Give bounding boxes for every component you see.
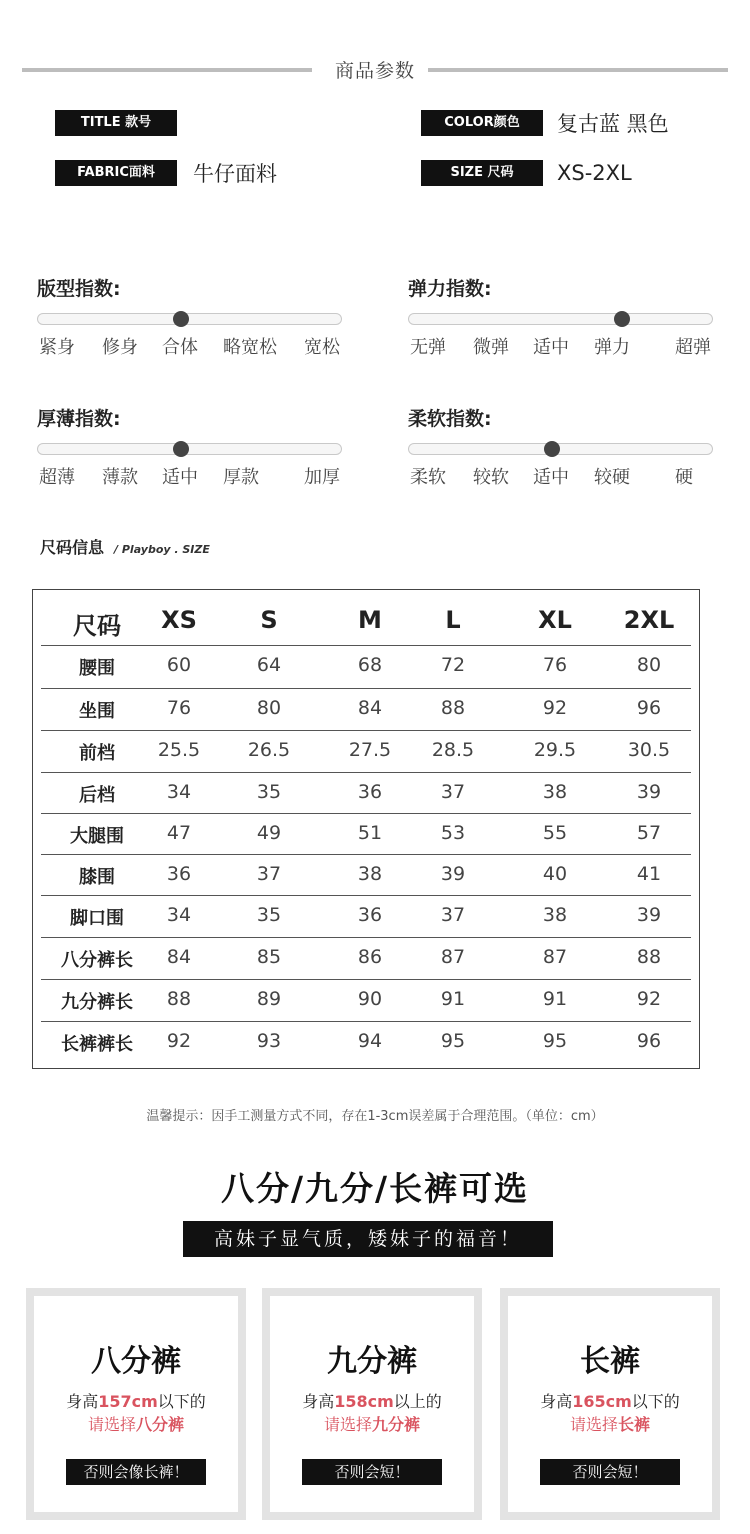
table-cell: 36 xyxy=(357,781,383,803)
spec-fabric xyxy=(55,160,277,186)
spec-size-value: XS-2XL xyxy=(557,161,632,185)
row-header-cell: 八分裤长 xyxy=(61,950,133,971)
thickness-tick-1: 薄款 xyxy=(102,467,138,488)
elastic-index xyxy=(408,274,713,357)
softness-index-knob xyxy=(544,441,560,457)
softness-tick-3: 较硬 xyxy=(594,467,630,488)
card-choose-option: 八分裤 xyxy=(136,1415,185,1434)
table-cell: 34 xyxy=(166,781,192,803)
row-header-cell: 脚口围 xyxy=(70,908,124,929)
thickness-index-label: 厚薄指数: xyxy=(37,408,121,430)
table-cell: 39 xyxy=(636,781,662,803)
fit-tick-3: 略宽松 xyxy=(223,337,277,358)
table-row xyxy=(41,814,691,855)
table-row xyxy=(41,855,691,896)
table-cell: 35 xyxy=(256,781,282,803)
thickness-tick-4: 加厚 xyxy=(304,467,340,488)
table-cell: 40 xyxy=(542,863,568,885)
card-height-value: 165cm xyxy=(572,1392,632,1411)
table-cell: 25.5 xyxy=(157,739,201,761)
fit-index xyxy=(37,274,342,357)
softness-tick-4: 硬 xyxy=(675,467,693,488)
table-cell: 51 xyxy=(357,822,383,844)
table-row xyxy=(41,896,691,938)
card-choose-line xyxy=(270,1412,474,1435)
size-table-header-cell: XS xyxy=(161,606,197,634)
fit-tick-2: 合体 xyxy=(162,337,198,358)
thickness-index-knob xyxy=(173,441,189,457)
card-height-post: 以下的 xyxy=(157,1392,206,1411)
table-cell: 94 xyxy=(357,1030,383,1052)
spec-color-badge: COLOR颜色 xyxy=(421,110,543,136)
table-row xyxy=(41,1022,691,1062)
table-cell: 64 xyxy=(256,654,282,676)
row-header-cell: 前档 xyxy=(79,743,115,764)
table-cell: 90 xyxy=(357,988,383,1010)
table-cell: 88 xyxy=(166,988,192,1010)
size-table-header xyxy=(41,598,691,646)
table-cell: 37 xyxy=(256,863,282,885)
row-header-cell: 长裤裤长 xyxy=(61,1034,133,1055)
table-cell: 87 xyxy=(440,946,466,968)
card-height-pre: 身高 xyxy=(540,1392,573,1411)
spec-fabric-value: 牛仔面料 xyxy=(193,162,277,186)
softness-tick-0: 柔软 xyxy=(410,467,446,488)
size-table-header-cell: 尺码 xyxy=(73,612,121,640)
table-cell: 26.5 xyxy=(247,739,291,761)
spec-size-badge: SIZE 尺码 xyxy=(421,160,543,186)
softness-index xyxy=(408,404,713,487)
elastic-tick-4: 超弹 xyxy=(675,337,711,358)
table-cell: 41 xyxy=(636,863,662,885)
elastic-index-knob xyxy=(614,311,630,327)
table-cell: 37 xyxy=(440,904,466,926)
table-cell: 53 xyxy=(440,822,466,844)
elastic-index-ticks xyxy=(408,333,713,357)
fit-index-knob xyxy=(173,311,189,327)
table-cell: 38 xyxy=(542,781,568,803)
table-cell: 89 xyxy=(256,988,282,1010)
card-height-post: 以下的 xyxy=(631,1392,680,1411)
table-cell: 92 xyxy=(542,697,568,719)
size-table-header-cell: 2XL xyxy=(623,606,675,634)
card-inner xyxy=(508,1296,712,1512)
spec-fabric-badge: FABRIC面料 xyxy=(55,160,177,186)
table-cell: 47 xyxy=(166,822,192,844)
table-cell: 39 xyxy=(636,904,662,926)
table-cell: 34 xyxy=(166,904,192,926)
card-choose-option: 九分裤 xyxy=(372,1415,421,1434)
row-header-cell: 大腿围 xyxy=(70,826,124,847)
size-info-title xyxy=(40,535,210,558)
table-cell: 76 xyxy=(542,654,568,676)
table-cell: 38 xyxy=(542,904,568,926)
table-row xyxy=(41,689,691,731)
table-cell: 80 xyxy=(636,654,662,676)
table-cell: 76 xyxy=(166,697,192,719)
card-choose-pre: 请选择 xyxy=(569,1415,618,1434)
table-cell: 85 xyxy=(256,946,282,968)
thickness-index xyxy=(37,404,342,487)
size-info-subtitle: / Playboy . SIZE xyxy=(114,543,210,556)
table-cell: 72 xyxy=(440,654,466,676)
size-table xyxy=(32,589,700,1069)
table-cell: 96 xyxy=(636,1030,662,1052)
softness-index-ticks xyxy=(408,463,713,487)
table-cell: 28.5 xyxy=(431,739,475,761)
table-cell: 55 xyxy=(542,822,568,844)
table-cell: 37 xyxy=(440,781,466,803)
card-height-line xyxy=(508,1389,712,1412)
measurement-tip: 温馨提示：因手工测量方式不同，存在1-3cm误差属于合理范围。（单位：cm） xyxy=(146,1109,604,1124)
elastic-tick-1: 微弹 xyxy=(473,337,509,358)
size-table-header-cell: S xyxy=(260,606,278,634)
table-cell: 36 xyxy=(166,863,192,885)
table-cell: 49 xyxy=(256,822,282,844)
card-choose-line xyxy=(34,1412,238,1435)
table-cell: 57 xyxy=(636,822,662,844)
row-header-cell: 后档 xyxy=(79,785,115,806)
table-cell: 36 xyxy=(357,904,383,926)
size-info-heading: 尺码信息 xyxy=(40,538,105,557)
section-header xyxy=(22,54,728,84)
fit-tick-4: 宽松 xyxy=(304,337,340,358)
card-height-pre: 身高 xyxy=(66,1392,99,1411)
card-height-line xyxy=(270,1389,474,1412)
table-cell: 29.5 xyxy=(533,739,577,761)
promo-banner: 高妹子显气质，矮妹子的福音！ xyxy=(183,1221,553,1257)
table-cell: 86 xyxy=(357,946,383,968)
table-cell: 30.5 xyxy=(627,739,671,761)
table-cell: 35 xyxy=(256,904,282,926)
card-height-value: 157cm xyxy=(98,1392,158,1411)
spec-size xyxy=(421,160,632,186)
spec-color-value: 复古蓝 黑色 xyxy=(557,112,669,136)
table-cell: 39 xyxy=(440,863,466,885)
fit-tick-0: 紧身 xyxy=(39,337,75,358)
table-cell: 84 xyxy=(166,946,192,968)
card-height-line xyxy=(34,1389,238,1412)
table-row xyxy=(41,773,691,814)
softness-tick-1: 较软 xyxy=(473,467,509,488)
size-table-header-cell: L xyxy=(445,606,461,634)
fit-index-ticks xyxy=(37,333,342,357)
table-cell: 93 xyxy=(256,1030,282,1052)
table-row xyxy=(41,646,691,689)
card-warning-label: 否则会像长裤！ xyxy=(66,1459,206,1485)
table-cell: 38 xyxy=(357,863,383,885)
softness-index-label: 柔软指数: xyxy=(408,408,492,430)
table-cell: 68 xyxy=(357,654,383,676)
table-cell: 88 xyxy=(440,697,466,719)
card-warning-label: 否则会短！ xyxy=(540,1459,680,1485)
card-title: 九分裤 xyxy=(327,1344,417,1379)
card-height-value: 158cm xyxy=(334,1392,394,1411)
size-table-header-cell: M xyxy=(358,606,382,634)
thickness-index-track xyxy=(37,443,342,455)
table-cell: 87 xyxy=(542,946,568,968)
fit-tick-1: 修身 xyxy=(102,337,138,358)
table-cell: 91 xyxy=(440,988,466,1010)
table-cell: 92 xyxy=(166,1030,192,1052)
elastic-tick-0: 无弹 xyxy=(410,337,446,358)
row-header-cell: 腰围 xyxy=(79,658,115,679)
card-choose-option: 长裤 xyxy=(618,1415,651,1434)
fit-index-label: 版型指数: xyxy=(37,278,121,300)
length-option-card xyxy=(500,1288,720,1520)
card-choose-pre: 请选择 xyxy=(87,1415,136,1434)
fit-index-track xyxy=(37,313,342,325)
elastic-tick-3: 弹力 xyxy=(594,337,630,358)
spec-title-badge: TITLE 款号 xyxy=(55,110,177,136)
table-cell: 27.5 xyxy=(348,739,392,761)
header-divider-right xyxy=(428,68,728,72)
table-cell: 95 xyxy=(542,1030,568,1052)
elastic-index-track xyxy=(408,313,713,325)
table-cell: 95 xyxy=(440,1030,466,1052)
card-title: 八分裤 xyxy=(91,1344,181,1379)
card-height-pre: 身高 xyxy=(302,1392,335,1411)
table-row xyxy=(41,938,691,980)
header-title: 商品参数 xyxy=(334,60,415,82)
table-cell: 84 xyxy=(357,697,383,719)
softness-index-track xyxy=(408,443,713,455)
card-inner xyxy=(34,1296,238,1512)
card-warning-label: 否则会短！ xyxy=(302,1459,442,1485)
thickness-tick-3: 厚款 xyxy=(223,467,259,488)
elastic-tick-2: 适中 xyxy=(533,337,569,358)
card-inner xyxy=(270,1296,474,1512)
table-cell: 91 xyxy=(542,988,568,1010)
card-choose-pre: 请选择 xyxy=(323,1415,372,1434)
size-table-header-cell: XL xyxy=(538,606,572,634)
table-cell: 92 xyxy=(636,988,662,1010)
row-header-cell: 膝围 xyxy=(79,867,115,888)
card-choose-line xyxy=(508,1412,712,1435)
table-cell: 60 xyxy=(166,654,192,676)
card-height-post: 以上的 xyxy=(393,1392,442,1411)
spec-title xyxy=(55,110,193,136)
table-cell: 88 xyxy=(636,946,662,968)
row-header-cell: 九分裤长 xyxy=(61,992,133,1013)
softness-tick-2: 适中 xyxy=(533,467,569,488)
length-option-card xyxy=(262,1288,482,1520)
length-option-card xyxy=(26,1288,246,1520)
card-title: 长裤 xyxy=(580,1344,640,1379)
thickness-tick-2: 适中 xyxy=(162,467,198,488)
promo-title: 八分/九分/长裤可选 xyxy=(220,1169,530,1208)
spec-color xyxy=(421,110,669,136)
table-cell: 80 xyxy=(256,697,282,719)
row-header-cell: 坐围 xyxy=(79,701,115,722)
thickness-index-ticks xyxy=(37,463,342,487)
thickness-tick-0: 超薄 xyxy=(39,467,75,488)
table-cell: 96 xyxy=(636,697,662,719)
table-row xyxy=(41,731,691,773)
table-row xyxy=(41,980,691,1022)
elastic-index-label: 弹力指数: xyxy=(408,278,492,300)
